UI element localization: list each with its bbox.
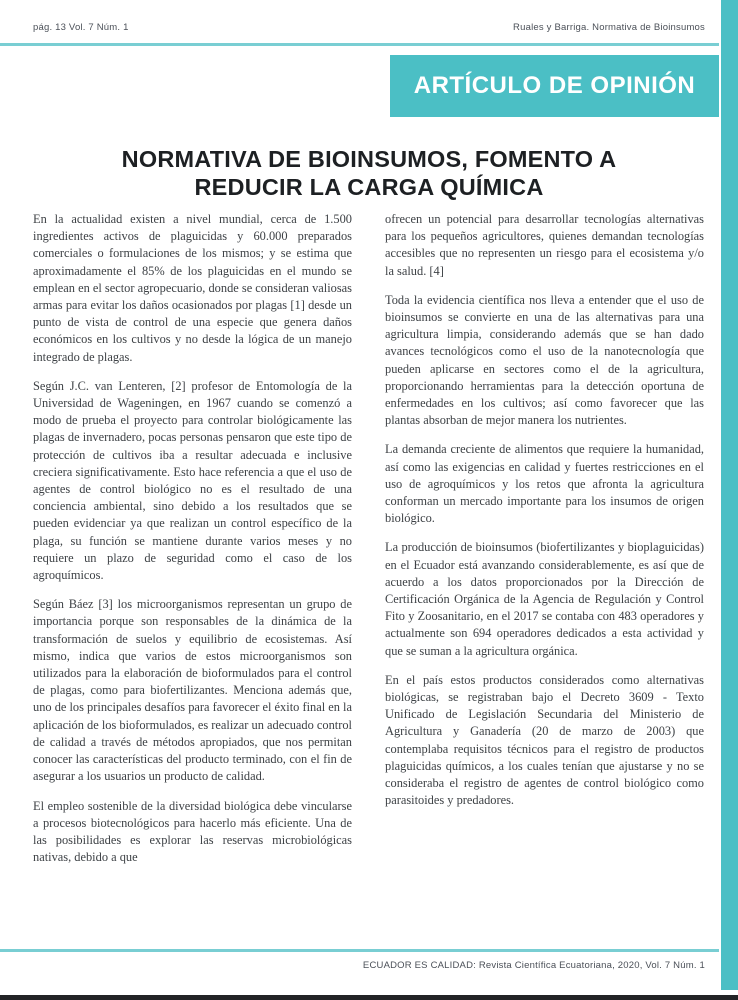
article-paragraph: La demanda creciente de alimentos que requiere la humanidad, así como las exigencias en calidad y fuertes restricciones en el uso de agroquímicos y los retos que afronta la agricultura conforman un mercado importante para los insumos de origen biológico.: [385, 442, 704, 526]
article-body: [33, 211, 705, 866]
page-bottom-edge: [0, 995, 738, 1000]
opinion-article-banner: [390, 55, 719, 117]
article-paragraph: En el país estos productos considerados como alternativas biológicas, se registraban bajo el Decreto 3609 - Texto Unificado de Legislación Secundaria del Ministerio de Agricultura y Ganadería (20 de marzo de 2003) que contemplaba requisitos técnicos para el registro de productos plaguicidas químicos, a los cuales tenían que ajustarse y no se consideraba el registro de agentes de control biológico como parasitoides y predadores.: [385, 672, 704, 808]
header-divider-rule: [0, 43, 719, 46]
article-paragraph: Toda la evidencia científica nos lleva a entender que el uso de bioinsumos se convierte en una de las alternativas para una agricultura limpia, considerando además que se han dado avances tecnológicos como el uso de la nanotecnología que pueden aplicarse en sectores como el de la agricultura, proporcionando herramientas para la detección oportuna de enfermedades en los cultivos; así como favorecer que las plantas absorban de mejor manera los nutrientes.: [385, 292, 704, 428]
article-title-line-2: REDUCIR LA CARGA QUÍMICA: [194, 173, 544, 200]
footer-divider-rule: [0, 949, 719, 952]
article-paragraph: En la actualidad existen a nivel mundial, cerca de 1.500 ingredientes activos de plaguicidas y 60.000 preparados comerciales o formulaciones de los mismos; y se estima que aproximadamente el 85% de los plaguicidas en el mundo se emplean en el sector agropecuario, donde se consideran valiosas armas para evitar los daños ocasionados por plagas [1] desde un punto de vista de control de una especie que genera daños económicos en los cultivos y no desde la lógica de un manejo integrado de plagas.: [33, 212, 352, 364]
banner-label: ARTÍCULO DE OPINIÓN: [413, 72, 696, 99]
article-paragraph: Según Báez [3] los microorganismos representan un grupo de importancia porque son responsables de la dinámica de la transformación de suelos y equilibrio de ecosistemas. Así mismo, indica que varios de estos microorganismos son utilizados para la elaboración de bioformulados para el control de plagas, como para biofertilizantes. Menciona además que, uno de los principales desafíos para favorecer el éxito final en la aplicación de los bioformulados, es realizar un adecuado control de calidad a través de métodos apropiados, que nos permitan conocer las características del producto terminado, con el fin de asegurar a los usuarios un producto de calidad.: [33, 597, 352, 784]
left-column: [33, 211, 352, 866]
article-paragraph: La producción de bioinsumos (biofertilizantes y bioplaguicidas) en el Ecuador está avanzando considerablemente, es así que de acuerdo a los datos proporcionados por la Dirección de Certificación Orgánica de la Agencia de Regulación y Control Fito y Zoosanitario, en el 2017 se contaba con 483 operadores y actualmente son 694 operadores dedicados a esta actividad y que se suman a la agricultura orgánica.: [385, 540, 704, 658]
article-title-line-1: NORMATIVA DE BIOINSUMOS, FOMENTO A: [121, 145, 617, 172]
article-paragraph: ofrecen un potencial para desarrollar tecnologías alternativas para los pequeños agricultores, quienes demandan tecnologías accesibles que no representen un riesgo para el ecosistema y/o la salud. [4]: [385, 212, 704, 278]
page-header: [33, 22, 705, 33]
footer-journal-citation: ECUADOR ES CALIDAD: Revista Científica Ecuatoriana, 2020, Vol. 7 Núm. 1: [362, 960, 705, 971]
page-side-accent-bar: [721, 0, 738, 990]
article-paragraph: El empleo sostenible de la diversidad biológica debe vincularse a procesos biotecnológicos para hacerlo más eficiente. Una de las posibilidades es explorar las reservas microbiológicas nativas, debido a que: [33, 798, 352, 865]
article-paragraph: Según J.C. van Lenteren, [2] profesor de Entomología de la Universidad de Wageningen, en 1967 cuando se comenzó a modo de prueba el proyecto para controlar biológicamente las plagas de invernadero, pocas personas pensaron que este tipo de protección de cultivos iba a resultar adecuada e inclusive creciera significativamente. Esto hace referencia a que el uso de agentes de control biológico no es el resultado de una conciencia ambiental, sino debido a los resultados que se pueden evidenciar ya que realizan un control específico de la plaga, su función se mantiene durante varios meses y no requiere un plazo de seguridad como el caso de los agroquímicos.: [33, 378, 352, 583]
article-title: [33, 145, 705, 201]
header-page-volume-label: pág. 13 Vol. 7 Núm. 1: [33, 22, 129, 33]
header-running-title: Ruales y Barriga. Normativa de Bioinsumos: [513, 22, 705, 33]
right-column: [385, 211, 704, 866]
